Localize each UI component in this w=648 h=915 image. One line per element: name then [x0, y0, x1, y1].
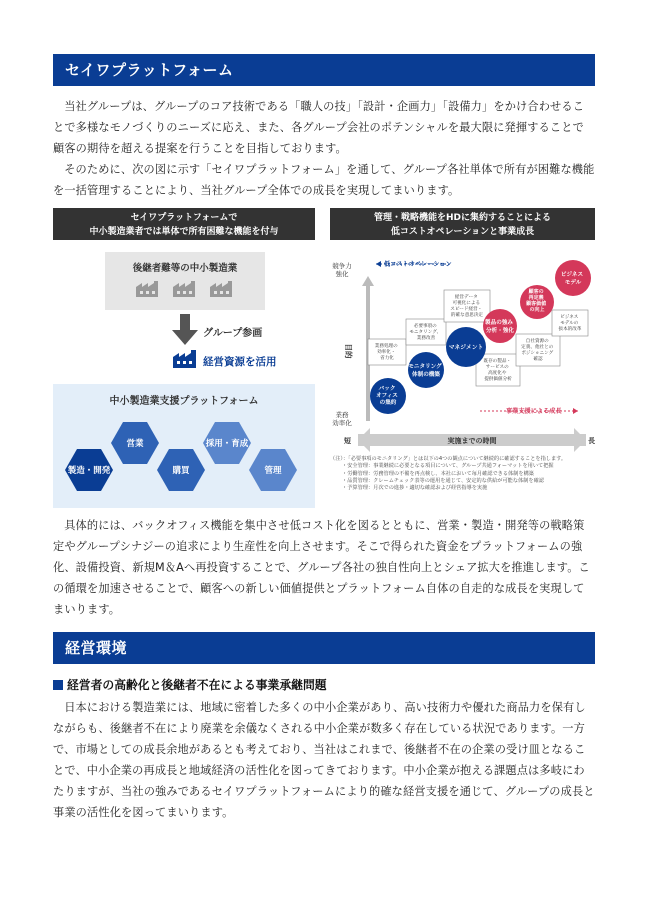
section-title-business-environment: 経営環境 [53, 632, 595, 664]
svg-text:ビジネス モデルの 抜本的改: ビジネス モデルの 抜本的改革 [558, 315, 582, 332]
circle-product-strength [483, 309, 517, 343]
note-box [476, 354, 520, 386]
strategy-diagram [330, 208, 595, 508]
platform-box [53, 384, 315, 508]
note-box [516, 334, 560, 366]
factory-icon [135, 280, 161, 298]
hexagon-label: 管理 [264, 466, 282, 476]
intro-text [53, 96, 595, 201]
platform-diagram-header [53, 208, 315, 240]
y-axis-top-label-2: 強化 [335, 270, 349, 278]
x-axis-short-label: 短 [344, 437, 351, 445]
note-line: ・安全管理：事業継続に必要となる項目について、グループ共通フォーマットを用いて把握 [342, 463, 554, 470]
platform-body-text [53, 515, 595, 620]
hexagon-purchasing [157, 449, 205, 491]
note-box [444, 290, 490, 322]
intro-paragraph-1: 当社グループは、グループのコア技術である「職人の技」「設計・企画力」「設備力」をかけ合わせることで多様なモノづくりのニーズに応え、また、各グループ会社のポテンシャルを最大限に発揮することで顧客の期待を超える提案を行うことを目指しております。 [53, 100, 585, 155]
square-bullet-icon [53, 680, 63, 690]
hexagon-recruiting [203, 422, 251, 464]
note-line: ・品質管理：クレームチェック表等の運用を通じて、安定的な供給が可能な体制を確認 [342, 477, 544, 484]
svg-text:マネジメント: マネジメント [448, 345, 484, 351]
note-box [368, 339, 406, 365]
environment-body-text [53, 697, 595, 823]
svg-text:モニタリング 体制の構築: モニタリング 体制の構築 [408, 364, 442, 378]
hexagon-label: 購買 [172, 466, 190, 476]
platform-box-title: 中小製造業支援プラットフォーム [109, 396, 259, 407]
subheading-text: 経営者の高齢化と後継者不在による事業承継問題 [67, 678, 327, 692]
y-axis-bottom-label-1: 業務 [335, 411, 349, 419]
note-box [406, 319, 446, 345]
note-box [552, 310, 588, 336]
note-line: （注）：「必要事項のモニタリング」とは以下の4つの観点について継続的に確認することを指します。 [330, 456, 567, 462]
platform-body-paragraph: 具体的には、バックオフィス機能を集中させ低コスト化を図るとともに、営業・製造・開発等の戦略策定やグループシナジーの追求により生産性を向上させます。そこで得られた資金をプラットフォームの強化、設備投資、新規M＆Aへ再投資することで、グループ各社の独自性向上とシェア拡大を推進します。この循環を加速させることで、顧客への新しい価値提供とプラットフォーム自体の自走的な成長を実現してまいります。 [53, 519, 590, 616]
platform-diagram [53, 208, 315, 508]
svg-text:目的: 目的 [344, 343, 353, 359]
diagram-notes [330, 456, 595, 492]
circle-back-office [370, 378, 406, 414]
factory-icon [209, 280, 235, 298]
environment-body-paragraph: 日本における製造業には、地域に密着した多くの中小企業があり、高い技術力や優れた商品力を保有しながらも、後継者不在により廃業を余儀なくされる中小企業が数多く存在している状況であります。一方で、市場としての成長余地があるとも考えており、当社はこれまで、後継者不在の企業の受け皿となることで、中小企業の再成長と地域経済の活性化を図ってきております。中小企業が抱える課題点は多岐にわたりますが、当社の強みであるセイワプラットフォームにより的確な経営支援を通じて、グループの成長と事業の活性化を図ってまいります。 [53, 701, 595, 819]
svg-text:既存の製品・ サービスの 高: 既存の製品・ サービスの 高度化や 提供価値分析 [483, 359, 512, 382]
low-cost-operation-label: 低コストオペレーション [384, 261, 452, 268]
hexagon-label: 採用・育成 [205, 439, 249, 449]
svg-text:業務処理の 効率化・ 省力化: 業務処理の 効率化・ 省力化 [374, 344, 398, 361]
y-axis-top-label-1: 競争力 [332, 262, 352, 270]
section-title-platform: セイワプラットフォーム [53, 54, 595, 86]
factory-icon [172, 280, 198, 298]
svg-text:バック オフィス の集約: バック オフィス の集約 [376, 386, 398, 406]
strategy-chart [330, 246, 595, 458]
resource-utilization-label: 経営資源を活用 [203, 356, 277, 368]
circle-monitoring [408, 352, 444, 388]
svg-text:必要事項の モニタリング、: 必要事項の モニタリング、 業務改善 [409, 324, 442, 341]
platform-diagram-header-line1: セイワプラットフォームで [130, 213, 238, 223]
hexagon-manufacturing [65, 449, 113, 491]
hexagon-label: 営業 [126, 439, 144, 449]
circle-business-model [555, 260, 591, 296]
svg-text:自社資源の 定義、他社との: 自社資源の 定義、他社との ポジショニング 確認 [521, 339, 554, 362]
function-hexagons [53, 384, 315, 508]
hexagon-label: 製造・開発 [67, 466, 111, 476]
x-axis-label: 実施までの時間 [447, 437, 497, 445]
intro-paragraph-2: そのために、次の図に示す「セイワプラットフォーム」を通して、グループ各社単体で所有が困難な機能を一括管理することにより、当社グループ全体での成長を実現してまいります。 [53, 163, 595, 197]
business-support-label: 事業支援による成長 [506, 408, 562, 415]
circle-customer-value [520, 285, 554, 319]
smes-box [105, 252, 265, 310]
note-line: ・労働管理：労務管理の不備を再点検し、本社において毎月確認できる体制を構築 [342, 470, 534, 477]
group-join-label: グループ参画 [203, 328, 263, 339]
hexagon-sales [111, 422, 159, 464]
subheading-succession [53, 676, 327, 693]
factory-icon [172, 349, 198, 369]
svg-text:顧客の 再定義 顧客価値: 顧客の 再定義 顧客価値 の向上 [526, 289, 547, 313]
svg-text:製品の強み 分析・強化: 製品の強み 分析・強化 [485, 320, 514, 334]
x-axis-long-label: 長 [588, 437, 595, 445]
hexagon-management [249, 449, 297, 491]
strategy-diagram-header-line1: 管理・戦略機能をHDに集約することによる [373, 213, 551, 223]
y-axis-bottom-label-2: 効率化 [332, 419, 352, 427]
note-line: ・予算管理：月次での進捗・適切な確認および経営指導を実施 [342, 485, 488, 492]
circle-management [446, 327, 486, 367]
platform-diagram-header-line2: 中小製造業者では単体で所有困難な機能を付与 [89, 227, 279, 237]
strategy-diagram-header-line2: 低コストオペレーションと事業成長 [390, 227, 535, 237]
y-axis-mid-label [344, 344, 354, 359]
svg-text:経営データ 可視化による ス: 経営データ 可視化による スピード経営・ 的確な意思決定 [450, 295, 484, 318]
svg-text:ビジネス モデル: ビジネス モデル [560, 272, 584, 286]
smes-label: 後継者難等の中小製造業 [132, 263, 238, 274]
strategy-diagram-header [330, 208, 595, 240]
arrow-down-icon [171, 314, 199, 346]
